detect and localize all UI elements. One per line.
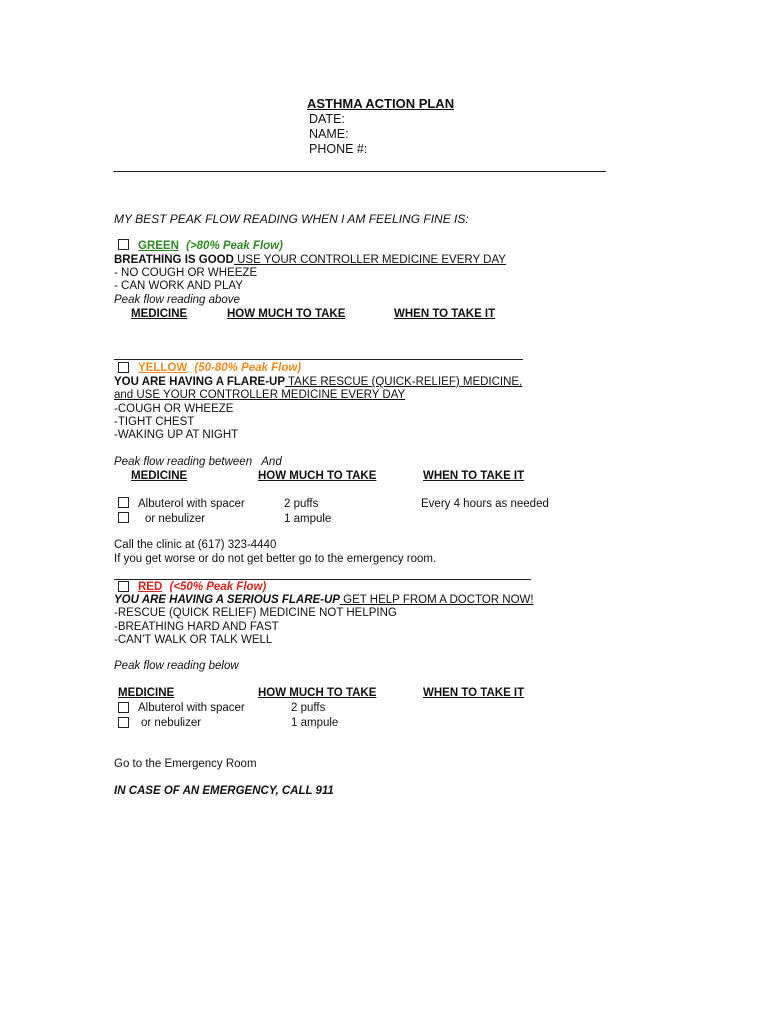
phone-label: PHONE #: xyxy=(309,142,368,156)
worse-note-text: If you get worse or do not get better go to the emergency room. xyxy=(114,553,437,565)
red-zone-label: RED xyxy=(138,581,163,593)
yellow-instruction-1: TAKE RESCUE (QUICK-RELIEF) MEDICINE, xyxy=(285,376,523,388)
emergency-text: IN CASE OF AN EMERGENCY, CALL 911 xyxy=(114,785,334,797)
yellow-status-line xyxy=(114,377,522,389)
red-symptom: -CAN'T WALK OR TALK WELL xyxy=(114,634,273,646)
yellow-zone-label: YELLOW xyxy=(138,362,188,374)
red-med-name: Albuterol with spacer xyxy=(138,702,245,714)
red-med-name: or nebulizer xyxy=(141,717,202,729)
yellow-med-name: Albuterol with spacer xyxy=(138,498,245,510)
yellow-med-checkbox-nebulizer[interactable] xyxy=(118,512,129,523)
date-label: DATE: xyxy=(309,112,345,126)
er-note-text: Go to the Emergency Room xyxy=(114,758,257,770)
green-zone-heading xyxy=(138,241,283,253)
red-peak-note: Peak flow reading below xyxy=(114,660,239,672)
yellow-symptom: -TIGHT CHEST xyxy=(114,416,195,428)
yellow-col-medicine: MEDICINE xyxy=(131,470,188,482)
page-title: ASTHMA ACTION PLAN xyxy=(307,96,455,111)
red-instruction: GET HELP FROM A DOCTOR NOW! xyxy=(339,594,534,606)
red-status-line xyxy=(114,595,534,607)
green-symptom: - NO COUGH OR WHEEZE xyxy=(114,267,258,279)
yellow-zone-checkbox[interactable] xyxy=(118,362,129,373)
red-symptom: -RESCUE (QUICK RELIEF) MEDICINE NOT HELPING xyxy=(114,607,397,619)
yellow-col-when: WHEN TO TAKE IT xyxy=(423,470,525,482)
green-col-when: WHEN TO TAKE IT xyxy=(394,308,496,320)
yellow-zone-range: (50-80% Peak Flow) xyxy=(194,362,302,374)
yellow-med-checkbox-albuterol[interactable] xyxy=(118,497,129,508)
red-zone-range: (<50% Peak Flow) xyxy=(169,581,267,593)
red-col-amount: HOW MUCH TO TAKE xyxy=(258,687,377,699)
yellow-med-amount: 2 puffs xyxy=(284,498,319,510)
red-med-checkbox-nebulizer[interactable] xyxy=(118,717,129,728)
green-col-amount: HOW MUCH TO TAKE xyxy=(227,308,346,320)
green-divider xyxy=(114,359,523,360)
red-med-checkbox-albuterol[interactable] xyxy=(118,702,129,713)
green-status-line xyxy=(114,255,506,267)
yellow-col-amount: HOW MUCH TO TAKE xyxy=(258,470,377,482)
yellow-med-amount: 1 ampule xyxy=(284,513,332,525)
red-zone-checkbox[interactable] xyxy=(118,581,129,592)
green-zone-label: GREEN xyxy=(138,240,179,252)
green-zone-checkbox[interactable] xyxy=(118,239,129,250)
red-col-when: WHEN TO TAKE IT xyxy=(423,687,525,699)
header-divider xyxy=(113,171,606,172)
yellow-divider xyxy=(114,579,531,580)
red-col-medicine: MEDICINE xyxy=(118,687,175,699)
best-peak-flow-label: MY BEST PEAK FLOW READING WHEN I AM FEELING FINE IS: xyxy=(114,212,469,226)
red-zone-heading xyxy=(138,582,266,594)
yellow-med-when: Every 4 hours as needed xyxy=(421,498,549,510)
yellow-symptom: -WAKING UP AT NIGHT xyxy=(114,429,239,441)
green-col-medicine: MEDICINE xyxy=(131,308,188,320)
red-med-amount: 2 puffs xyxy=(291,702,326,714)
red-symptom: -BREATHING HARD AND FAST xyxy=(114,621,279,633)
yellow-zone-heading xyxy=(138,363,301,375)
yellow-status: YOU ARE HAVING A FLARE-UP xyxy=(114,376,286,388)
green-status: BREATHING IS GOOD xyxy=(114,254,234,266)
green-symptom: - CAN WORK AND PLAY xyxy=(114,280,243,292)
yellow-instruction-2: and USE YOUR CONTROLLER MEDICINE EVERY DAY xyxy=(114,389,406,401)
yellow-symptom: -COUGH OR WHEEZE xyxy=(114,403,234,415)
red-med-amount: 1 ampule xyxy=(291,717,339,729)
green-zone-range: (>80% Peak Flow) xyxy=(186,240,283,252)
call-clinic-text: Call the clinic at (617) 323-4440 xyxy=(114,539,277,551)
green-instruction: USE YOUR CONTROLLER MEDICINE EVERY DAY xyxy=(233,254,506,266)
green-peak-note: Peak flow reading above xyxy=(114,294,240,306)
yellow-peak-note: Peak flow reading between And xyxy=(114,456,282,468)
yellow-med-name: or nebulizer xyxy=(145,513,206,525)
name-label: NAME: xyxy=(309,127,349,141)
red-status: YOU ARE HAVING A SERIOUS FLARE-UP xyxy=(114,594,340,606)
